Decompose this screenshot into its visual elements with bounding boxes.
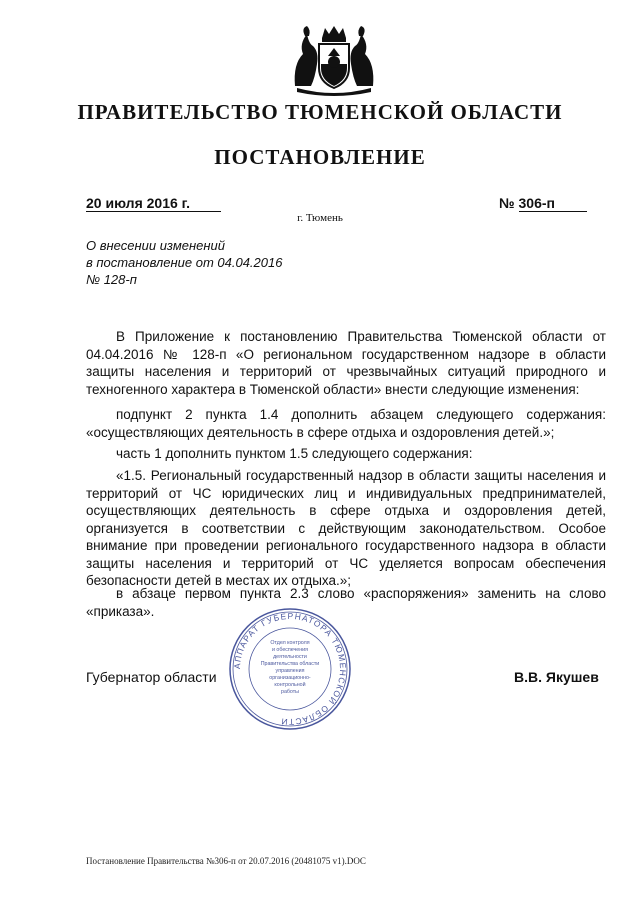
- body-paragraph-amendment-2: часть 1 дополнить пунктом 1.5 следующего содержания:: [116, 446, 473, 461]
- subject-line: в постановление от 04.04.2016: [86, 255, 283, 270]
- decree-number: № 306-п: [499, 195, 555, 211]
- document-footer: Постановление Правительства №306-п от 20.07.2016 (20481075 v1).DOC: [86, 856, 366, 866]
- stamp-line: работы: [281, 689, 299, 695]
- city-name: г. Тюмень: [297, 212, 343, 224]
- body-paragraph-new-clause: «1.5. Региональный государственный надзор в области защиты населения и территорий от ЧС юридических лиц и индивидуальных предпринимателей, осуществляющих деятельность в сфере отдыха и оздоровления детей, организуется в соответствии с действующим законодательством. Особое внимание при проведении регионального государственного надзора в области защиты населения и территорий от ЧС уделяется вопросам обеспечения безопасности детей в местах их отдыха.»;: [86, 468, 606, 588]
- body-paragraph-amendment-1: подпункт 2 пункта 1.4 дополнить абзацем следующего содержания: «осуществляющих деятельность в сфере отдыха и оздоровления детей.»;: [86, 407, 606, 440]
- signatory-position: Губернатор области: [86, 669, 217, 685]
- subject-line: № 128-п: [86, 272, 137, 287]
- subject-line: О внесении изменений: [86, 238, 225, 253]
- stamp-line: и обеспечения: [271, 647, 309, 653]
- stamp-line: Правительства области: [260, 661, 320, 667]
- stamp-line: управления: [275, 668, 305, 674]
- stamp-line: деятельности: [273, 654, 307, 660]
- stamp-line: организационно-: [269, 675, 311, 681]
- stamp-line: контрольной: [274, 682, 306, 688]
- government-title: ПРАВИТЕЛЬСТВО ТЮМЕНСКОЙ ОБЛАСТИ: [77, 100, 563, 124]
- decree-subject: [86, 237, 386, 288]
- document-type-title: ПОСТАНОВЛЕНИЕ: [214, 145, 426, 169]
- body-paragraph-amendment-3: в абзаце первом пункта 2.3 слово «распоряжения» заменить на слово «приказа».: [86, 586, 606, 619]
- official-stamp-icon: [228, 607, 352, 731]
- signatory-name: В.В. Якушев: [514, 669, 599, 685]
- decree-date: 20 июля 2016 г.: [86, 195, 190, 211]
- stamp-ring-text: АППАРАТ ГУБЕРНАТОРА ТЮМЕНСКОЙ ОБЛАСТИ: [231, 610, 349, 728]
- stamp-line: Отдел контроля: [270, 640, 310, 646]
- body-paragraph-intro: В Приложение к постановлению Правительства Тюменской области от 04.04.2016 № 128-п «О региональном государственном надзоре в области защиты населения и территорий от чрезвычайных ситуаций природного и техногенного характера в Тюменской области» внести следующие изменения:: [86, 329, 606, 397]
- tyumen-coat-of-arms-icon: [289, 24, 379, 96]
